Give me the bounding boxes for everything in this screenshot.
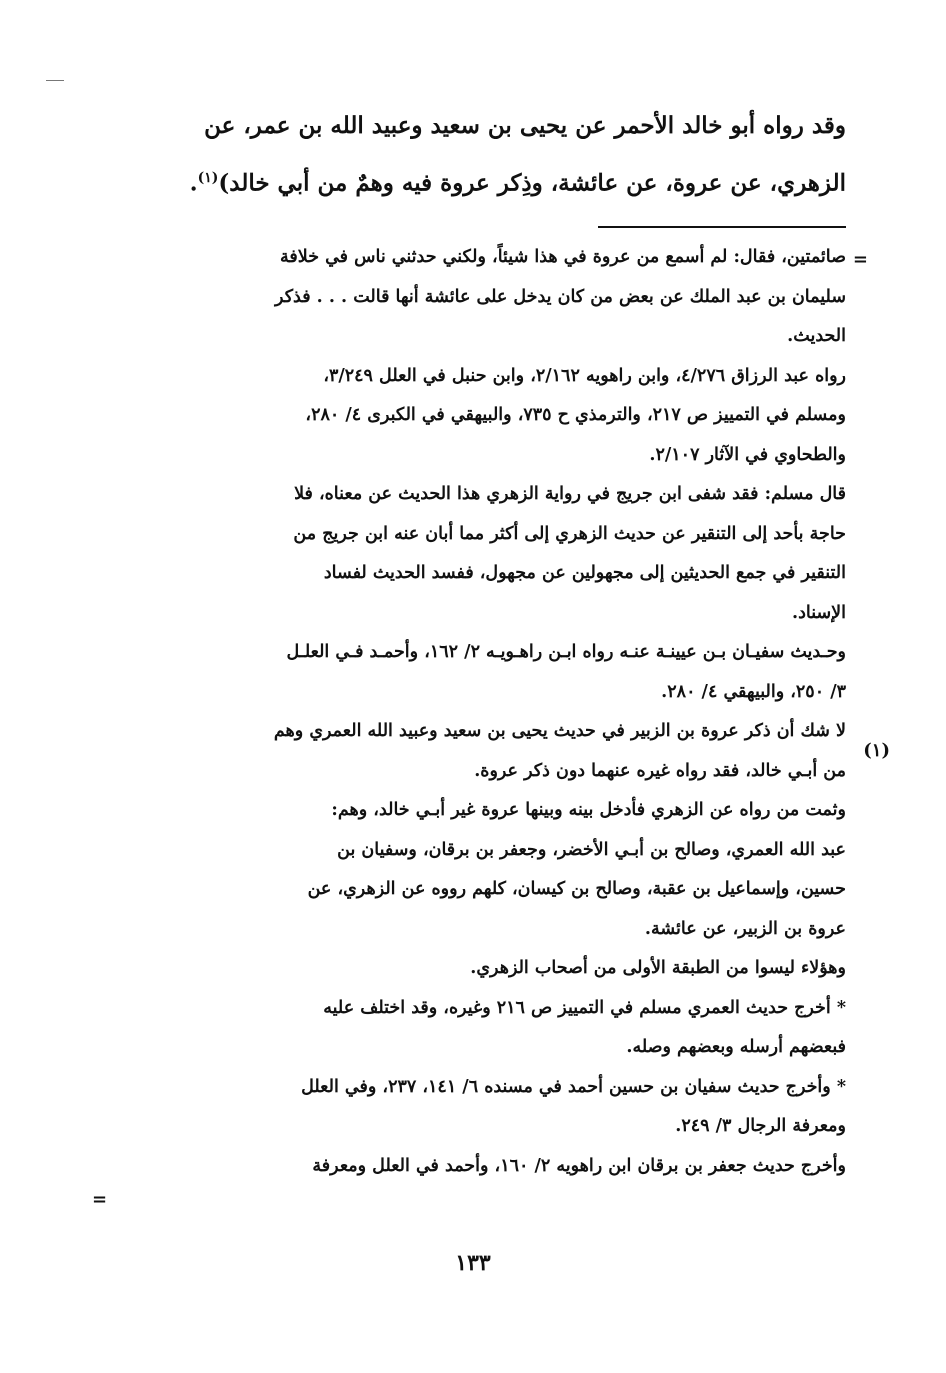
main-line-1: وقد رواه أبو خالد الأحمر عن يحيى بن سعيد وعبيد الله بن عمر، عن xyxy=(204,112,846,139)
footnote-line: صائمتين، فقال: لم أسمع من عروة في هذا شيئاً، ولكني حدثني ناس في خلافة xyxy=(280,247,846,267)
footnote-ref: (١) xyxy=(197,170,219,186)
page-number: ١٣٣ xyxy=(455,1250,491,1276)
footnote-line: الحديث. xyxy=(787,326,846,346)
footnote-line: التنقير في جمع الحديثين إلى مجهولين عن مجهول، ففسد الحديث لفساد xyxy=(323,563,846,583)
footnote-line: من أبـي خالد، فقد رواه غيره عنهما دون ذكر عروة. xyxy=(474,760,846,781)
footnote-line: حاجة بأحد إلى التنقير عن حديث الزهري إلى أكثر مما أبان عنه ابن جريج من xyxy=(293,523,846,544)
footnote-line: عروة بن الزبير، عن عائشة. xyxy=(644,918,846,939)
footnote-line: والطحاوي في الآثار ٢/١٠٧. xyxy=(649,444,846,465)
footnote-line: رواه عبد الرزاق ٤/٢٧٦، وابن راهويه ٢/١٦٢، وابن حنبل في العلل ٣/٢٤٩، xyxy=(323,365,846,386)
footnote-line: حسين، وإسماعيل بن عقبة، وصالح بن كيسان، كلهم رووه عن الزهري، عن xyxy=(307,879,846,899)
footnote-line: قال مسلم: فقد شفى ابن جريج في رواية الزهري هذا الحديث عن معناه، فلا xyxy=(294,484,846,504)
footnote-line: عبد الله العمري، وصالح بن أبـي الأخضر، وجعفر بن برقان، وسفيان بن xyxy=(337,839,846,860)
main-line-2 xyxy=(106,152,846,210)
footnote-line: ٣/ ٢٥٠، والبيهقي ٤/ ٢٨٠. xyxy=(661,681,846,702)
continuation-mark: = xyxy=(852,249,868,270)
footnote-line: لا شك أن ذكر عروة بن الزبير في حديث يحيى بن سعيد وعبيد الله العمري وهم xyxy=(273,721,846,741)
footnote-line: الإسناد. xyxy=(791,602,846,623)
footnote-line: وأخرج حديث جعفر بن برقان ابن راهويه ٢/ ١٦٠، وأحمد في العلل ومعرفة xyxy=(312,1155,846,1176)
footnote-line: سليمان بن عبد الملك عن بعض من كان يدخل على عائشة أنها قالت . . . فذكر xyxy=(275,286,846,307)
footnote-line: ومسلم في التمييز ص ٢١٧، والترمذي ح ٧٣٥، والبيهقي في الكبرى ٤/ ٢٨٠، xyxy=(305,405,846,425)
main-line-2-end: . xyxy=(189,169,198,197)
scan-mark xyxy=(46,80,64,81)
footnote-line: وثمت من رواه عن الزهري فأدخل بينه وبينها عروة غير أبـي خالد، وهم: xyxy=(331,800,846,820)
footnote-number: (١) xyxy=(863,740,890,761)
footnote-line: فبعضهم أرسله وبعضهم وصله. xyxy=(626,1037,846,1057)
end-continuation-mark: = xyxy=(92,1189,108,1210)
footnote-divider xyxy=(598,226,846,228)
main-line-2-text: الزهري، عن عروة، عن عائشة، وذِكر عروة فيه وهمٌ من أبي خالد) xyxy=(218,169,846,197)
footnotes xyxy=(154,238,846,1186)
main-text xyxy=(106,100,846,210)
footnote-line: * أخرج حديث العمري مسلم في التمييز ص ٢١٦ وغيره، وقد اختلف عليه xyxy=(323,997,846,1018)
footnote-line: وحـديث سفيـان بـن عيينـة عنـه رواه ابـن راهـويـه ٢/ ١٦٢، وأحمـد فـي العلـل xyxy=(286,642,846,662)
footnote-line: وهؤلاء ليسوا من الطبقة الأولى من أصحاب الزهري. xyxy=(470,958,846,978)
footnote-line: ومعرفة الرجال ٣/ ٢٤٩. xyxy=(675,1116,846,1136)
footnote-line: * وأخرج حديث سفيان بن حسين أحمد في مسنده ٦/ ١٤١، ٢٣٧، وفي العلل xyxy=(301,1076,846,1097)
